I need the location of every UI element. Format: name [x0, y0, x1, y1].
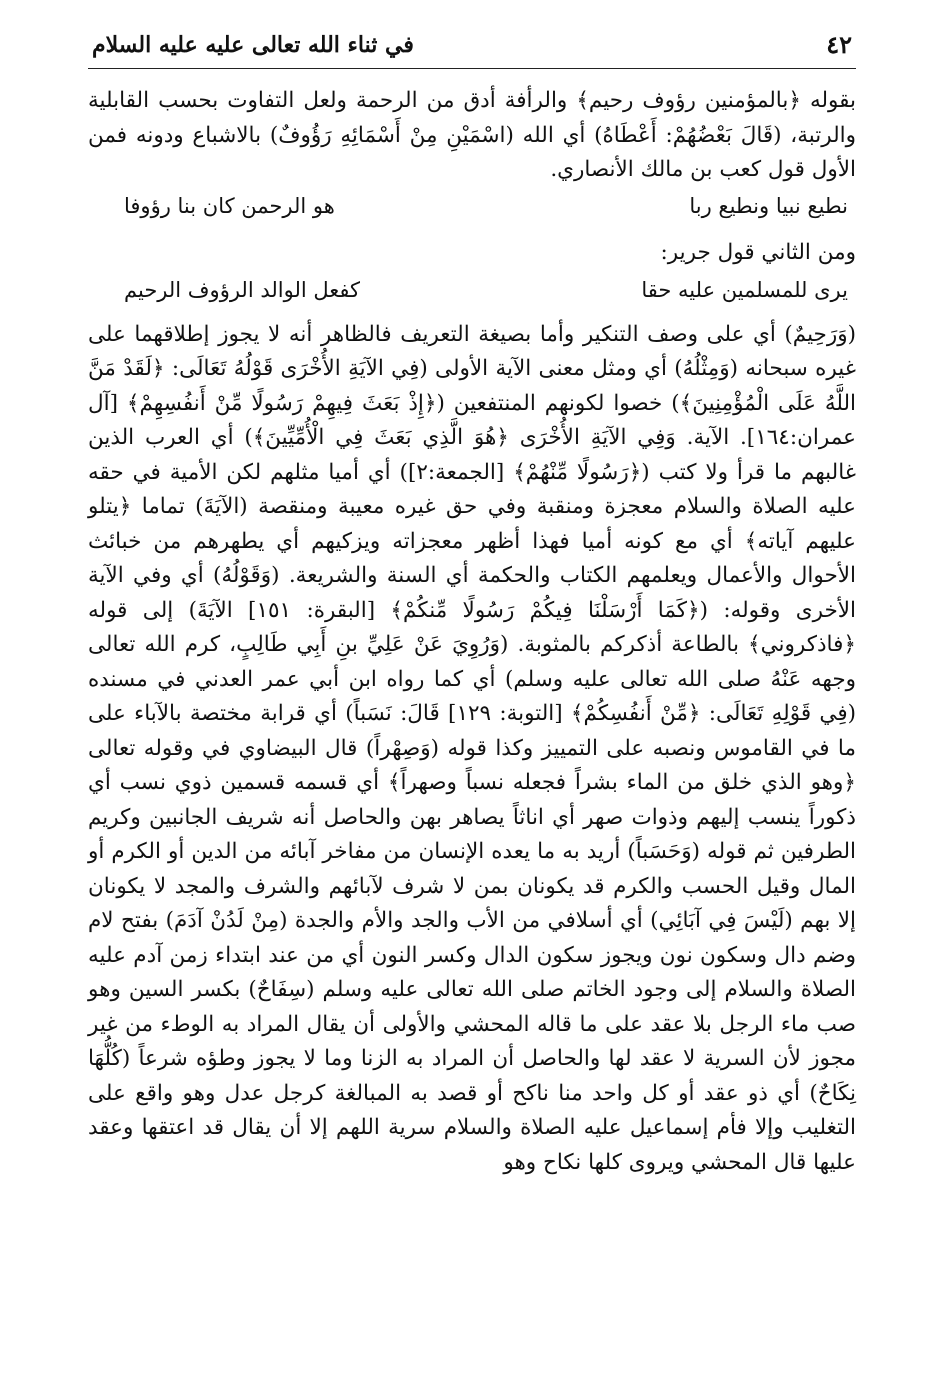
paragraph-intro: بقوله ﴿بالمؤمنين رؤوف رحيم﴾ والرأفة أدق من الرحمة ولعل التفاوت بحسب القابلية والرتبة، (قَالَ بَعْضُهُمْ: أَعْطَاهُ) أي الله (اسْمَيْنِ مِنْ أَسْمَائِهِ رَؤُوفٌ) بالاشباع ودونه فمن الأول قول كعب بن مالك الأنصاري. [88, 88, 856, 182]
poem-1-first-hemistich: نطيع نبيا ونطيع ربا [689, 193, 848, 218]
poem-verse-2 [88, 272, 856, 318]
poem-2-first-hemistich: يرى للمسلمين عليه حقا [641, 277, 848, 302]
running-title: في ثناء الله تعالى عليه عليه السلام [92, 32, 414, 58]
poem-2-second-hemistich: كفعل الوالد الرؤوف الرحيم [124, 277, 361, 302]
poem-verse-1 [88, 188, 856, 234]
poem-2-intro: ومن الثاني قول جرير: [660, 239, 856, 265]
page-number: ٤٢ [826, 30, 852, 59]
paragraph-main: (وَرَحِيمٌ) أي على وصف التنكير وأما بصيغة التعريف فالظاهر أنه لا يجوز إطلاقهما على غيره سبحانه (وَمِثْلُهُ) أي ومثل معنى الآية الأولى (فِي الآيَةِ الأُخْرَى قَوْلُهُ تَعَالَى: ﴿لَقَدْ مَنَّ اللَّهُ عَلَى الْمُؤْمِنِينَ﴾) خصوا لكونهم المنتفعين (﴿إِذْ بَعَثَ فِيهِمْ رَسُولًا مِّنْ أَنفُسِهِمْ﴾ [آل عمران:١٦٤]. الآية. وَفِي الآيَةِ الأُخْرَى ﴿هُوَ الَّذِي بَعَثَ فِي الْأُمِّيِّينَ﴾) أي العرب الذين غالبهم ما قرأ ولا كتب (﴿رَسُولًا مِّنْهُمْ﴾ [الجمعة:٢]) أي أميا مثلهم لكن الأمية في حقه عليه الصلاة والسلام معجزة ومنقبة وفي حق غيره معيبة ومنقصة (الآيَةَ) تماما ﴿يتلو عليهم آياته﴾ أي مع كونه أميا فهذا أظهر معجزاته ويزكيهم أي يطهرهم من خبائث الأحوال والأعمال ويعلمهم الكتاب والحكمة أي السنة والشريعة. (وَقَوْلُهُ) أي وفي الآية الأخرى وقوله: (﴿كَمَا أَرْسَلْنَا فِيكُمْ رَسُولًا مِّنكُمْ﴾ [البقرة: ١٥١] الآيَةَ) إلى قوله ﴿فاذكروني﴾ بالطاعة أذكركم بالمثوبة. (وَرُوِيَ عَنْ عَلِيِّ بنِ أَبِي طَالِبٍ، كرم الله تعالى وجهه عَنْهُ صلى الله تعالى عليه وسلم) أي كما رواه ابن أبي عمر العدني في مسنده (فِي قَوْلِهِ تَعَالَى: ﴿مِّنْ أَنفُسِكُمْ﴾ [التوبة: ١٢٩] قَالَ: نَسَباً) أي قرابة مختصة بالآباء على ما في القاموس ونصبه على التمييز وكذا قوله (وَصِهْراً) قال البيضاوي في وقوله تعالى ﴿وهو الذي خلق من الماء بشراً فجعله نسباً وصهراً﴾ أي قسمه قسمين ذوي نسب أي ذكوراً ينسب إليهم وذوات صهر أي اناثاً يصاهر بهن والحاصل أنه شريف الجانبين وكريم الطرفين ثم قوله (وَحَسَباً) أريد به ما يعده الإنسان من مفاخر آبائه من الدين أو الكرم أو المال وقيل الحسب والكرم قد يكونان بمن لا شرف لآبائهم والشرف والمجد لا يكونان إلا بهم (لَيْسَ فِي آبَائِي) أي أسلافي من الأب والجد والأم والجدة (مِنْ لَدُنْ آدَمَ) بفتح لام وضم دال وسكون نون ويجوز سكون الدال وكسر النون أي من عند ابتداء زمن آدم عليه الصلاة والسلام إلى وجود الخاتم صلى الله تعالى عليه وسلم (سِفَاحٌ) بكسر السين وهو صب ماء الرجل بلا عقد على ما قاله المحشي والأولى أن يقال المراد به الوطء من غير مجوز لأن السرية لا عقد لها والحاصل أن المراد به الزنا وما لا يجوز وطؤه شرعاً (كُلُّهَا نِكَاحٌ) أي ذو عقد أو كل واحد منا ناكح أو قصد به المبالغة كرجل عدل وهو واقع على التغليب وإلا فأم إسماعيل عليه الصلاة والسلام سرية اللهم إلا أن يقال قد اعتقها وعقد عليها قال المحشي ويروى كلها نكاح وهو [88, 321, 856, 1175]
page-header [88, 28, 856, 69]
poem-1-second-hemistich: هو الرحمن كان بنا رؤوفا [124, 193, 335, 218]
body-text [88, 84, 856, 1180]
